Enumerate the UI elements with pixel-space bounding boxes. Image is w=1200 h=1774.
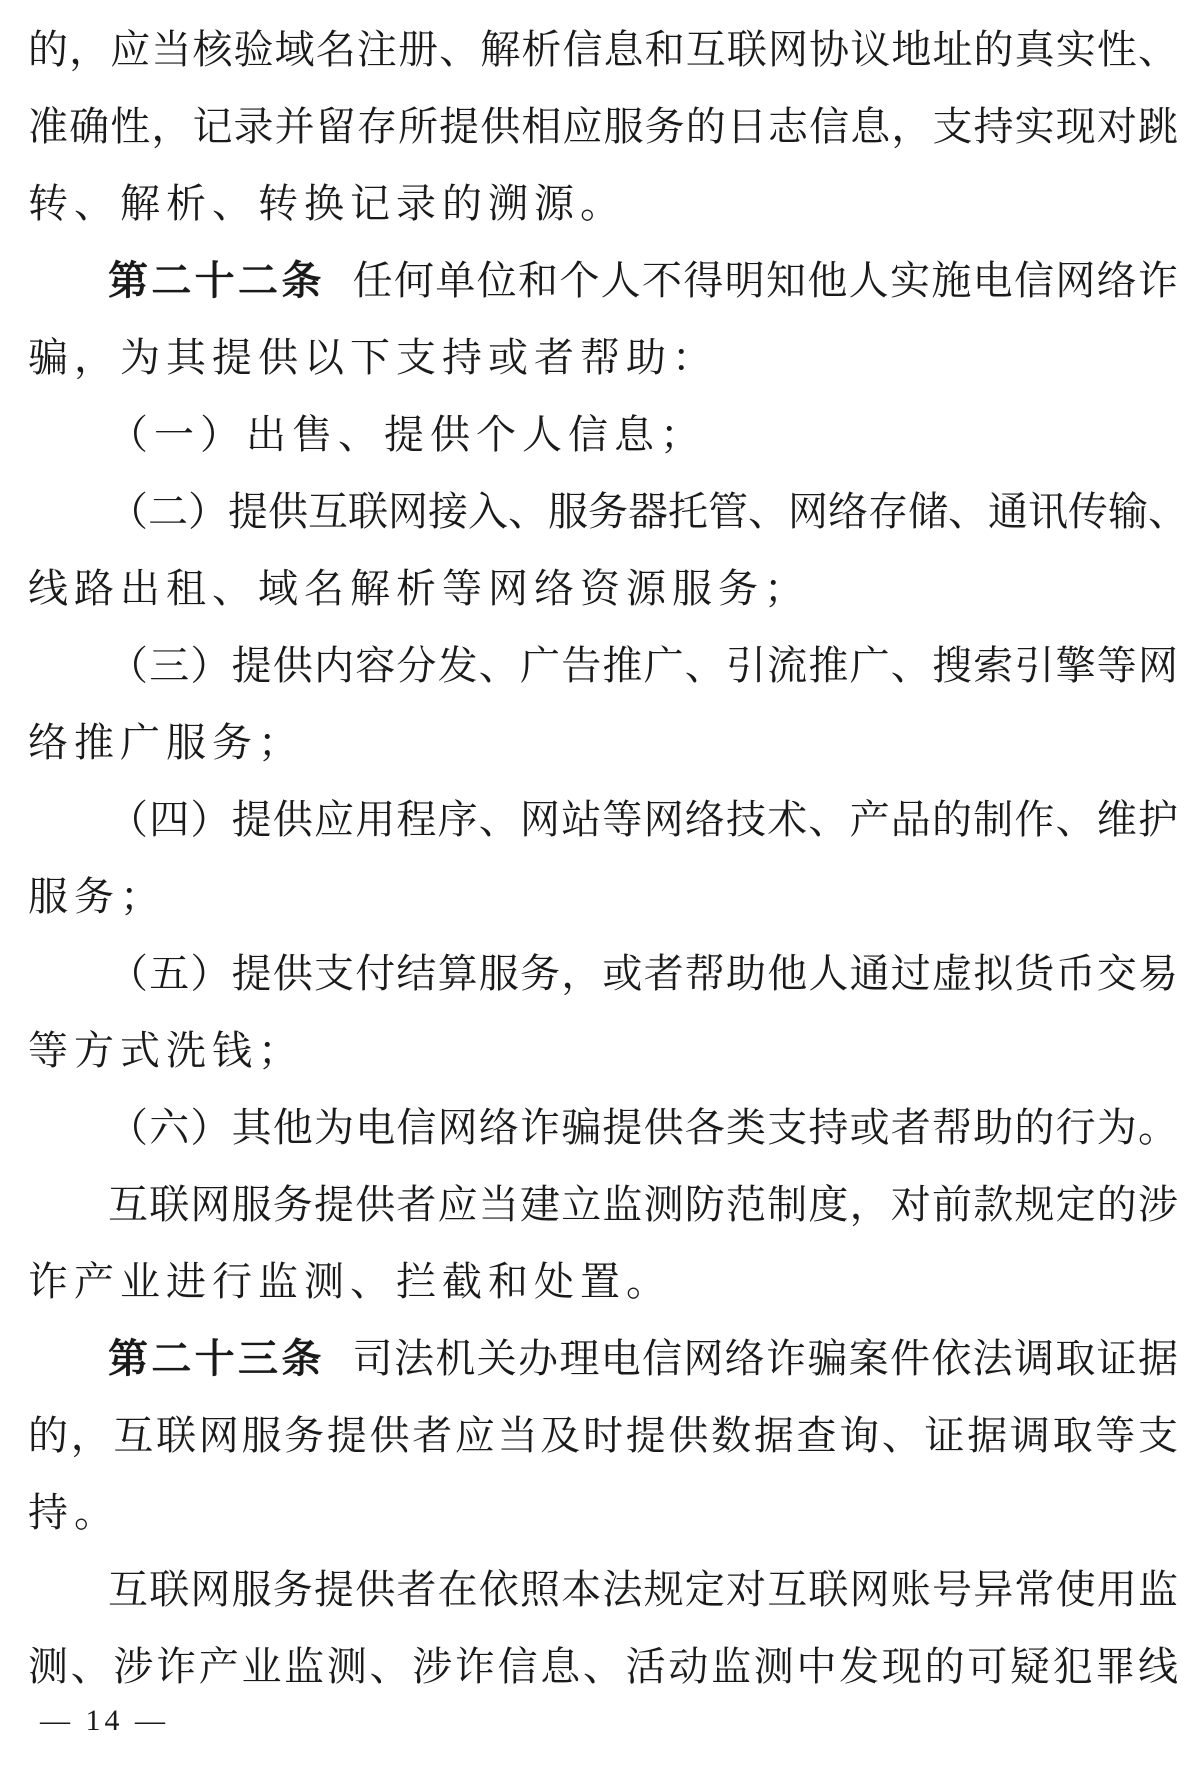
list-item-3: （三）提供内容分发、广告推广、引流推广、搜索引擎等网 bbox=[108, 643, 1178, 689]
article-22-heading: 第二十二条 bbox=[108, 258, 325, 304]
text-line: 持。 bbox=[28, 1490, 120, 1536]
article-23-line bbox=[28, 1321, 1178, 1398]
list-item-5: （五）提供支付结算服务，或者帮助他人通过虚拟货币交易 bbox=[108, 951, 1178, 997]
paragraph-line: 互联网服务提供者应当建立监测防范制度，对前款规定的涉 bbox=[108, 1182, 1178, 1228]
text-line: 服务； bbox=[28, 874, 166, 920]
document-page bbox=[28, 12, 1188, 1706]
text-line: 测、涉诈产业监测、涉诈信息、活动监测中发现的可疑犯罪线 bbox=[28, 1644, 1178, 1690]
text-line: 络推广服务； bbox=[28, 720, 304, 766]
text-line: 准确性，记录并留存所提供相应服务的日志信息，支持实现对跳 bbox=[28, 104, 1178, 150]
text-line: 诈产业进行监测、拦截和处置。 bbox=[28, 1259, 672, 1305]
list-item-6: （六）其他为电信网络诈骗提供各类支持或者帮助的行为。 bbox=[108, 1105, 1178, 1151]
list-item-1: （一）出售、提供个人信息； bbox=[108, 412, 706, 458]
text-line: 等方式洗钱； bbox=[28, 1028, 304, 1074]
text-line: 的，应当核验域名注册、解析信息和互联网协议地址的真实性、 bbox=[28, 27, 1178, 73]
text-line: 转、解析、转换记录的溯源。 bbox=[28, 181, 626, 227]
list-item-4: （四）提供应用程序、网站等网络技术、产品的制作、维护 bbox=[108, 797, 1178, 843]
article-23-text: 司法机关办理电信网络诈骗案件依法调取证据 bbox=[352, 1336, 1179, 1382]
article-22-text: 任何单位和个人不得明知他人实施电信网络诈 bbox=[352, 258, 1179, 304]
text-line: 骗，为其提供以下支持或者帮助： bbox=[28, 335, 718, 381]
text-line: 的，互联网服务提供者应当及时提供数据查询、证据调取等支 bbox=[28, 1413, 1178, 1459]
article-23-heading: 第二十三条 bbox=[108, 1336, 325, 1382]
text-line: 线路出租、域名解析等网络资源服务； bbox=[28, 566, 810, 612]
list-item-2: （二）提供互联网接入、服务器托管、网络存储、通讯传输、 bbox=[108, 489, 1188, 535]
paragraph-line: 互联网服务提供者在依照本法规定对互联网账号异常使用监 bbox=[108, 1567, 1178, 1613]
page-number: — 14 — bbox=[40, 1704, 169, 1737]
article-22-line bbox=[28, 243, 1178, 320]
